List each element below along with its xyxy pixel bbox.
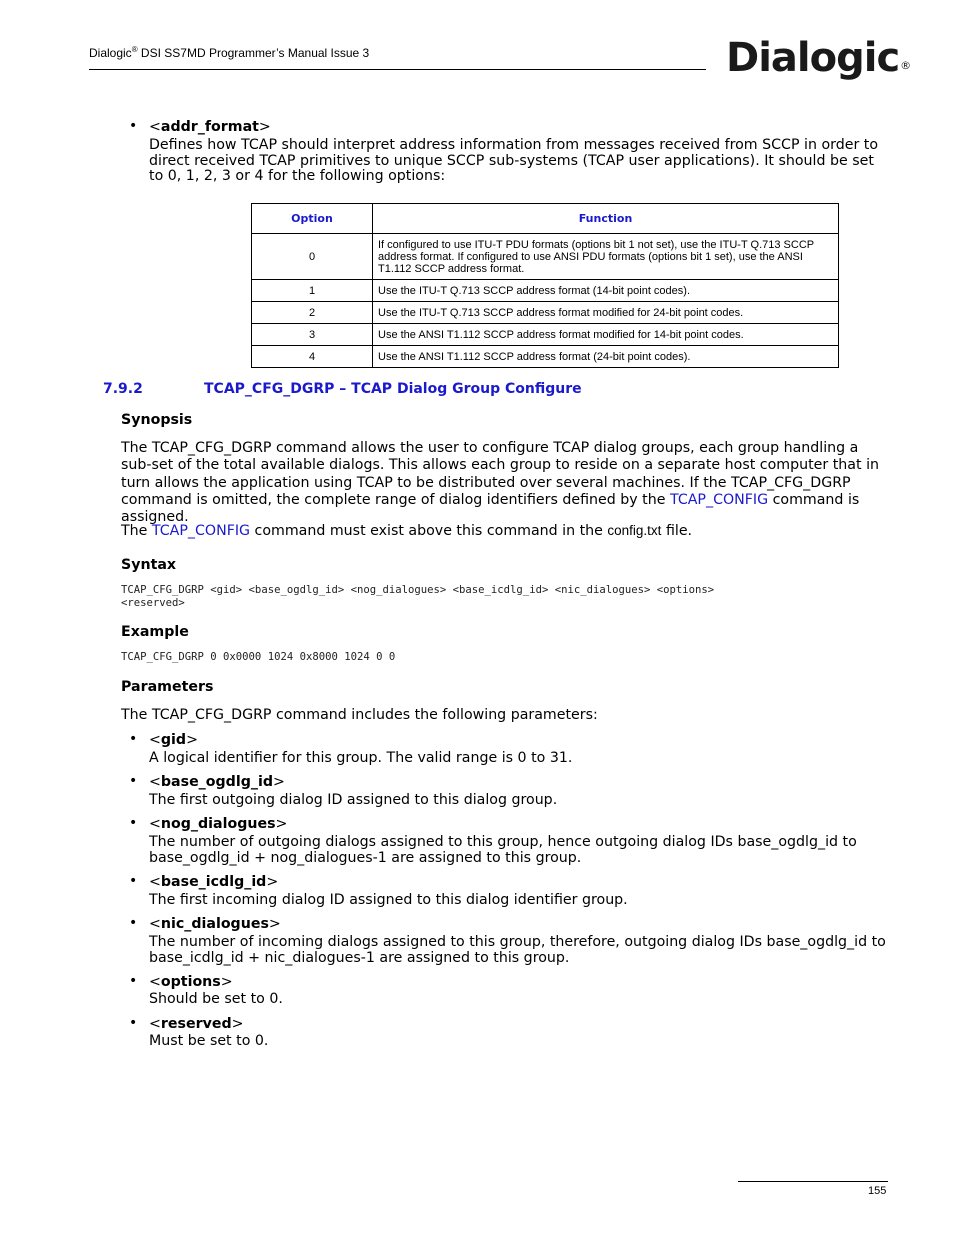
param-description: The first incoming dialog ID assigned to this dialog identifier group.	[149, 892, 628, 908]
parameters-intro: The TCAP_CFG_DGRP command includes the following parameters:	[121, 707, 598, 723]
param-title: <nic_dialogues>	[149, 916, 281, 932]
option-cell: 0	[252, 234, 373, 280]
logo-registered-mark: ®	[900, 59, 912, 72]
document-header	[89, 45, 369, 60]
param-title: <base_ogdlg_id>	[149, 774, 285, 790]
bullet-icon: •	[129, 815, 138, 831]
section-number: 7.9.2	[103, 381, 143, 397]
param-description: The number of incoming dialogs assigned to this group, therefore, outgoing dialog IDs base_ogdlg_id to base_icdlg_id + nic_dialogues-1 are assigned to this group.	[149, 934, 886, 966]
table-header-row	[252, 204, 839, 234]
param-title: <gid>	[149, 732, 198, 748]
bullet-icon: •	[129, 973, 138, 989]
param-title: <base_icdlg_id>	[149, 874, 279, 890]
bullet-icon: •	[129, 1015, 138, 1031]
syntax-code-line-2: <reserved>	[121, 597, 185, 609]
param-name: base_ogdlg_id	[160, 774, 273, 790]
logo-text: Dialogic	[726, 35, 900, 81]
param-name: reserved	[160, 1016, 232, 1032]
param-name: nic_dialogues	[160, 916, 269, 932]
bullet-icon: •	[129, 873, 138, 889]
tcap-config-link[interactable]: TCAP_CONFIG	[151, 523, 251, 539]
options-table	[251, 203, 839, 368]
addr-format-title: <addr_format>	[149, 119, 271, 135]
option-cell: 2	[252, 302, 373, 324]
bullet-icon: •	[129, 915, 138, 931]
doc-title-prefix: Dialogic	[89, 46, 132, 60]
param-description: The first outgoing dialog ID assigned to this dialog group.	[149, 792, 558, 808]
syntax-code-line-1: TCAP_CFG_DGRP <gid> <base_ogdlg_id> <nog_dialogues> <base_icdlg_id> <nic_dialogues> <options>	[121, 584, 715, 596]
param-title: <options>	[149, 974, 233, 990]
param-title: <reserved>	[149, 1016, 244, 1032]
bullet-icon: •	[129, 118, 138, 134]
addr-format-description: Defines how TCAP should interpret address information from messages received from SCCP in order to direct received TCAP primitives to unique SCCP sub-systems (TCAP user applications). It should be set to 0, 1, 2, 3 or 4 for the following options:	[149, 137, 879, 185]
function-cell: Use the ANSI T1.112 SCCP address format (24-bit point codes).	[373, 346, 839, 368]
param-description: Should be set to 0.	[149, 991, 283, 1007]
function-cell: Use the ITU-T Q.713 SCCP address format modified for 24-bit point codes.	[373, 302, 839, 324]
syntax-heading: Syntax	[121, 557, 177, 573]
param-description: The number of outgoing dialogs assigned to this group, hence outgoing dialog IDs base_ogdlg_id to base_ogdlg_id + nog_dialogues-1 are assigned to this group.	[149, 834, 857, 866]
tcap-config-link[interactable]: TCAP_CONFIG	[669, 491, 769, 508]
param-description: A logical identifier for this group. The valid range is 0 to 31.	[149, 750, 573, 766]
table-header-option: Option	[252, 204, 373, 234]
header-rule	[89, 69, 706, 70]
dialogic-logo	[726, 35, 912, 81]
page-number: 155	[868, 1185, 887, 1197]
function-cell: Use the ANSI T1.112 SCCP address format modified for 14-bit point codes.	[373, 324, 839, 346]
param-description: Must be set to 0.	[149, 1033, 269, 1049]
param-name: nog_dialogues	[160, 816, 276, 832]
bullet-icon: •	[129, 731, 138, 747]
synopsis-heading: Synopsis	[121, 412, 193, 428]
function-cell: Use the ITU-T Q.713 SCCP address format (14-bit point codes).	[373, 280, 839, 302]
option-cell: 4	[252, 346, 373, 368]
footer-rule	[738, 1181, 888, 1182]
table-row	[252, 346, 839, 368]
table-row	[252, 280, 839, 302]
param-name: gid	[160, 732, 187, 748]
table-header-function: Function	[373, 204, 839, 234]
registered-mark: ®	[131, 45, 138, 54]
param-name: base_icdlg_id	[160, 874, 267, 890]
example-heading: Example	[121, 624, 189, 640]
param-title: <nog_dialogues>	[149, 816, 288, 832]
config-note-paragraph: The TCAP_CONFIG command must exist above this command in the config.txt file.	[121, 523, 693, 539]
option-cell: 3	[252, 324, 373, 346]
example-code: TCAP_CFG_DGRP 0 0x0000 1024 0x8000 1024 0 0	[121, 651, 396, 663]
table-row	[252, 234, 839, 280]
option-cell: 1	[252, 280, 373, 302]
addr-format-name: addr_format	[160, 119, 259, 135]
table-row	[252, 302, 839, 324]
parameters-heading: Parameters	[121, 679, 214, 695]
param-name: options	[160, 974, 221, 990]
synopsis-paragraph: The TCAP_CFG_DGRP command allows the user to configure TCAP dialog groups, each group handling a sub-set of the total available dialogs. This allows each group to reside on a separate host computer that in turn allows the application using TCAP to be distributed over several machines. If the TCAP_CFG_DGRP command is omitted, the complete range of dialog identifiers defined by the TCAP_CONFIG command is assigned.	[121, 440, 879, 526]
function-cell: If configured to use ITU-T PDU formats (options bit 1 not set), use the ITU-T Q.713 SCCP address format. If configured to use ANSI PDU formats (options bit 1 set), use the ANSI T1.112 SCCP address format.	[373, 234, 839, 280]
bullet-icon: •	[129, 773, 138, 789]
section-title: TCAP_CFG_DGRP – TCAP Dialog Group Configure	[204, 381, 582, 397]
doc-title-rest: DSI SS7MD Programmer’s Manual Issue 3	[137, 46, 370, 60]
table-row	[252, 324, 839, 346]
config-filename: config.txt	[607, 523, 662, 538]
